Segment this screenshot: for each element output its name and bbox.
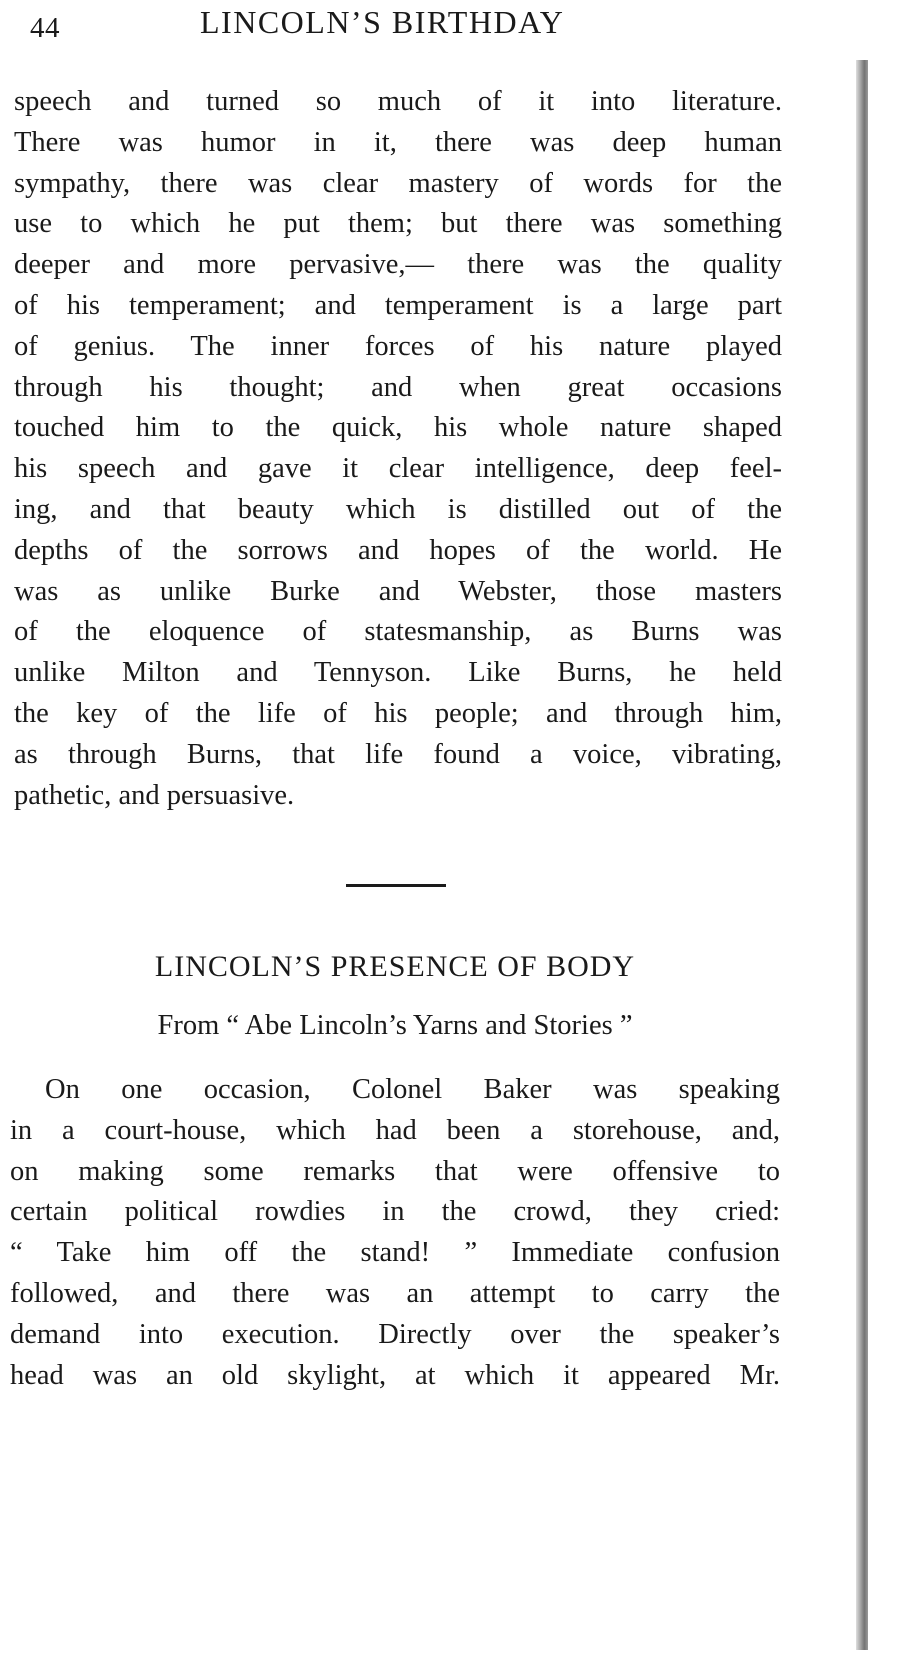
section-source: From “ Abe Lincoln’s Yarns and Stories ”: [157, 1010, 633, 1041]
text-line: certain political rowdies in the crowd, they cried:: [10, 1196, 780, 1228]
text-line: was as unlike Burke and Webster, those masters: [14, 575, 782, 607]
section-title: LINCOLN’S PRESENCE OF BODY: [154, 950, 636, 983]
section-body-text: [10, 1070, 780, 1396]
text-line: his speech and gave it clear intelligence, deep feel-: [14, 453, 782, 485]
text-line: ing, and that beauty which is distilled out of the: [14, 493, 782, 525]
text-line: on making some remarks that were offensive to: [10, 1155, 780, 1187]
text-line: depths of the sorrows and hopes of the world. He: [14, 534, 782, 566]
text-line: “ Take him off the stand! ” Immediate confusion: [10, 1237, 780, 1269]
text-line: speech and turned so much of it into literature.: [14, 86, 782, 117]
previous-section-text: [14, 82, 782, 816]
page-number: 44: [30, 12, 60, 44]
text-line: of his temperament; and temperament is a large part: [14, 289, 782, 321]
text-line: On one occasion, Colonel Baker was speaking: [45, 1074, 780, 1105]
text-line: demand into execution. Directly over the speaker’s: [10, 1318, 780, 1350]
running-title: LINCOLN’S BIRTHDAY: [200, 4, 565, 40]
text-line: touched him to the quick, his whole nature shaped: [14, 412, 782, 444]
text-line: through his thought; and when great occasions: [14, 371, 782, 403]
text-line: followed, and there was an attempt to carry the: [10, 1277, 780, 1309]
text-line: unlike Milton and Tennyson. Like Burns, he held: [14, 657, 782, 689]
text-line: of the eloquence of statesmanship, as Burns was: [14, 616, 782, 648]
text-line: use to which he put them; but there was something: [14, 208, 782, 240]
text-line: head was an old skylight, at which it appeared Mr.: [10, 1359, 780, 1391]
text-line: the key of the life of his people; and through him,: [14, 697, 782, 729]
section-divider-rule: [346, 884, 446, 887]
text-line: of genius. The inner forces of his nature played: [14, 330, 782, 362]
text-line: pathetic, and persuasive.: [14, 779, 295, 811]
page-edge-shadow: [856, 60, 868, 1650]
text-line: There was humor in it, there was deep human: [14, 126, 782, 158]
text-line: sympathy, there was clear mastery of words for the: [14, 167, 782, 199]
text-line: as through Burns, that life found a voice, vibrating,: [14, 738, 782, 770]
text-line: deeper and more pervasive,— there was the quality: [14, 249, 782, 281]
text-line: in a court-house, which had been a storehouse, and,: [10, 1114, 780, 1146]
